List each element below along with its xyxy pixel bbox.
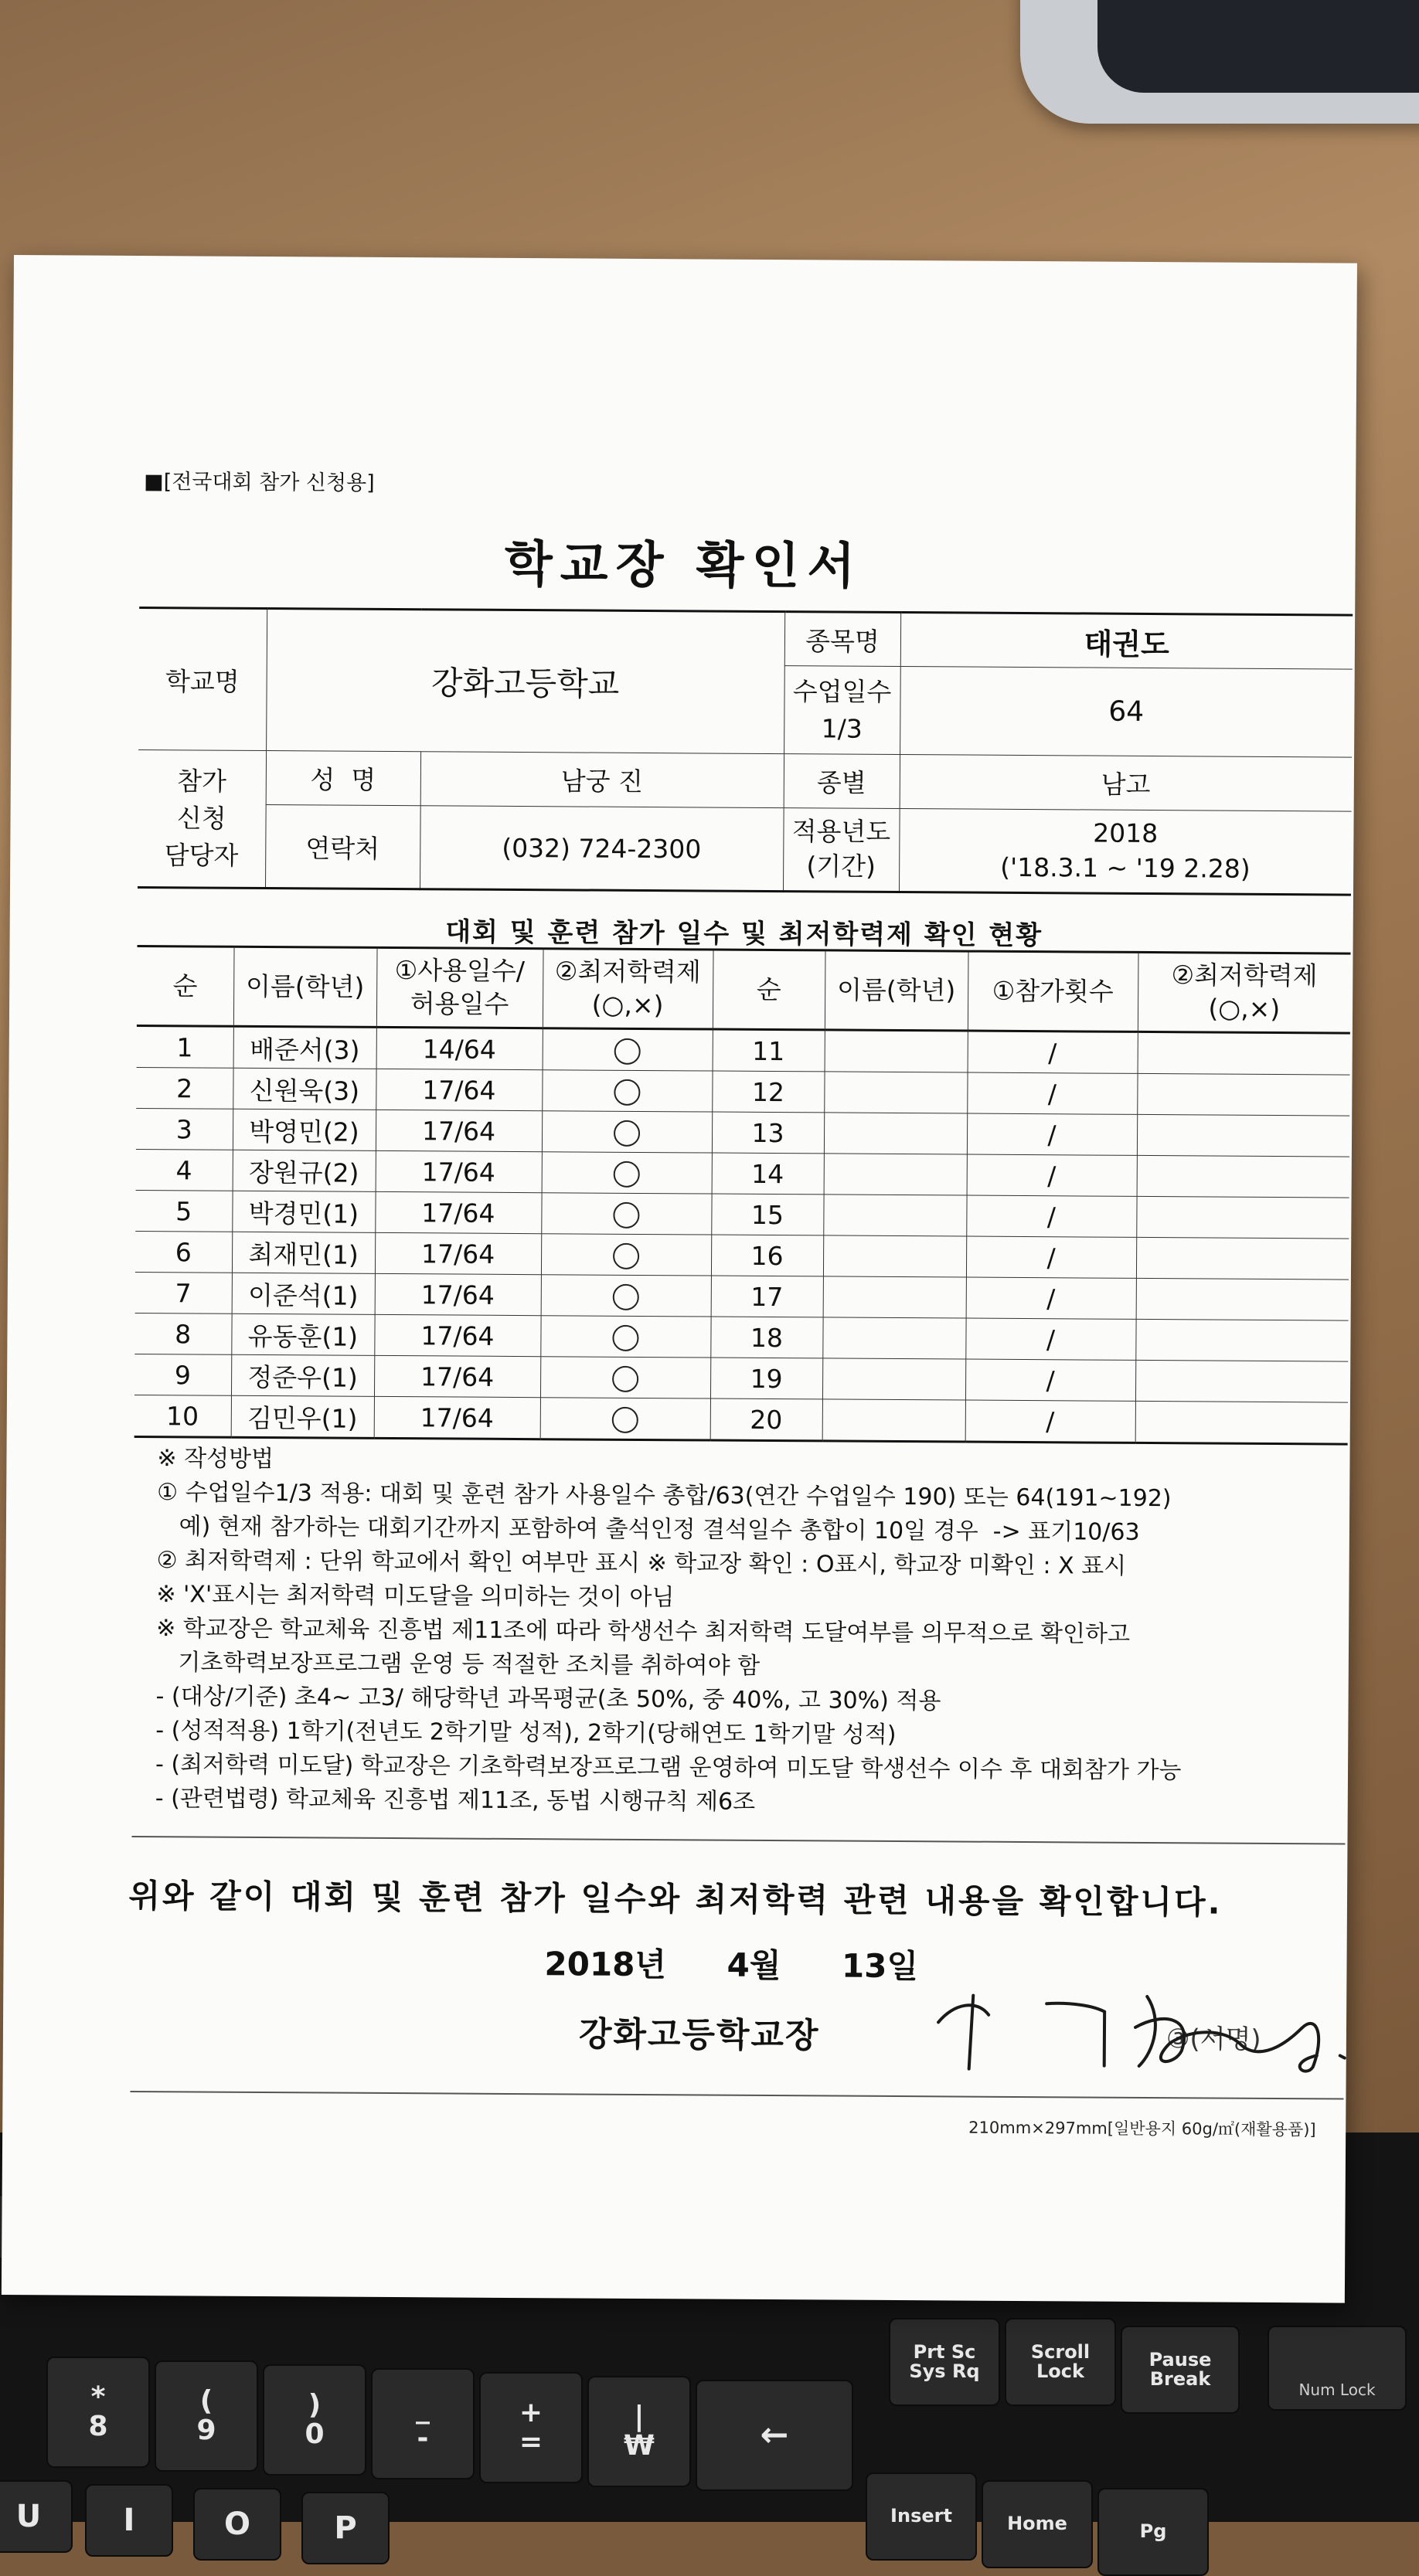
category-label: 종별 <box>784 754 900 809</box>
row-min <box>540 1357 710 1398</box>
row-name: 최재민(1) <box>232 1232 375 1273</box>
row-no: 8 <box>134 1313 231 1354</box>
row-name: 박경민(1) <box>232 1191 375 1232</box>
event-label: 종목명 <box>784 612 900 667</box>
circle-mark <box>614 1038 641 1065</box>
row-no: 1 <box>137 1025 233 1068</box>
note-line: ※ 작성방법 <box>157 1445 274 1473</box>
key-backslash[interactable]: | ₩ <box>587 2376 691 2487</box>
header-name-2: 이름(학년) <box>825 950 968 1031</box>
year-label: 적용년도 (기간) <box>783 808 900 892</box>
row-min-2 <box>1137 1073 1349 1116</box>
row-no: 9 <box>134 1354 231 1395</box>
principal-name: 강화고등학교장 <box>578 2014 820 2056</box>
row-days: 14/64 <box>376 1027 543 1069</box>
row-min-2 <box>1135 1401 1348 1444</box>
row-name: 배준서(3) <box>233 1026 376 1069</box>
row-name-2 <box>822 1317 965 1359</box>
row-no: 4 <box>136 1149 233 1191</box>
circle-mark <box>612 1407 638 1433</box>
row-min <box>542 1111 712 1153</box>
table-row <box>134 1354 1348 1402</box>
row-no-2: 14 <box>712 1153 824 1195</box>
category-value: 남고 <box>900 755 1352 812</box>
divider-top <box>131 1836 1345 1845</box>
circle-mark <box>613 1202 639 1229</box>
key-pause[interactable]: Pause Break <box>1121 2326 1240 2414</box>
note-line: - (최저학력 미도달) 학교장은 기초학력보장프로그램 운영하여 미도달 학생선수 이수 후 대회참가 가능 <box>155 1751 1182 1785</box>
key-8[interactable]: * 8 <box>46 2357 150 2468</box>
row-name-2 <box>824 1072 967 1113</box>
applicant-label: 참가 신청 담당자 <box>138 749 266 888</box>
note-line: - (대상/기준) 초4~ 고3/ 해당학년 과목평균(초 50%, 중 40%, 고 30%) 적용 <box>155 1683 941 1715</box>
date-day: 13일 <box>841 1946 919 1986</box>
row-no: 7 <box>135 1272 232 1313</box>
class-days-label: 수업일수 1/3 <box>784 666 900 755</box>
row-days: 17/64 <box>375 1232 541 1274</box>
seal-label: ③(서명) <box>1165 2024 1261 2055</box>
note-line: - (관련법령) 학교체육 진흥법 제11조, 동법 시행규칙 제6조 <box>155 1785 756 1816</box>
row-name-2 <box>823 1195 966 1236</box>
row-no-2: 12 <box>712 1071 824 1113</box>
key-backspace[interactable]: ← <box>696 2380 853 2491</box>
name-label: 성 명 <box>266 751 420 806</box>
table-row <box>134 1313 1348 1361</box>
row-no-2: 13 <box>712 1112 824 1154</box>
circle-mark <box>613 1243 639 1269</box>
circle-mark <box>612 1366 638 1392</box>
note-line: ※ 학교장은 학교체육 진흥법 제11조에 따라 학생선수 최저학력 도달여부를 의무적으로 확인하고 <box>156 1615 1131 1648</box>
row-no-2: 20 <box>710 1398 822 1441</box>
row-min <box>541 1234 711 1276</box>
note-line: ② 최저학력제 : 단위 학교에서 확인 여부만 표시 ※ 학교장 확인 : O표시, 학교장 미확인 : X 표시 <box>156 1547 1127 1580</box>
row-count-2: / <box>965 1359 1135 1401</box>
key-i[interactable]: I <box>85 2484 173 2557</box>
circle-mark <box>614 1161 640 1188</box>
key-prtsc[interactable]: Prt Sc Sys Rq <box>889 2318 1000 2406</box>
date-month: 4월 <box>727 1946 781 1985</box>
school-name: 강화고등학교 <box>266 609 784 754</box>
row-name: 유동훈(1) <box>231 1313 374 1355</box>
paper-sheet <box>2 255 1357 2303</box>
school-info-table <box>138 607 1353 896</box>
row-no-2: 19 <box>710 1358 822 1399</box>
table-header-row <box>137 946 1351 1033</box>
class-days-value: 64 <box>900 667 1353 758</box>
table-row <box>135 1231 1349 1280</box>
table-row <box>137 1025 1350 1075</box>
event-value: 태권도 <box>900 613 1353 670</box>
row-min <box>540 1316 710 1358</box>
key-0[interactable]: ) 0 <box>263 2364 366 2476</box>
row-min <box>541 1275 711 1317</box>
contact-label: 연락처 <box>265 805 420 889</box>
row-days: 17/64 <box>375 1191 541 1233</box>
key-scroll-lock[interactable]: Scroll Lock <box>1005 2318 1116 2406</box>
key-p[interactable]: P <box>301 2492 390 2564</box>
row-name-2 <box>825 1030 968 1072</box>
table-row <box>135 1190 1349 1239</box>
row-name: 이준석(1) <box>232 1273 375 1314</box>
row-no-2: 17 <box>711 1276 823 1317</box>
row-no-2: 15 <box>711 1194 823 1235</box>
header-days: ①사용일수/ 허용일수 <box>376 947 543 1028</box>
header-no: 순 <box>137 946 234 1026</box>
contact-value: (032) 724-2300 <box>420 806 784 892</box>
row-min <box>540 1398 710 1440</box>
table-row <box>136 1149 1349 1198</box>
header-min-2: ②최저학력제 (○,×) <box>1138 952 1351 1033</box>
row-days: 17/64 <box>376 1069 542 1110</box>
row-min-2 <box>1137 1114 1349 1157</box>
row-name-2 <box>824 1113 967 1154</box>
row-name: 정준우(1) <box>231 1354 374 1396</box>
row-min-2 <box>1138 1031 1350 1075</box>
note-line: 기초학력보장프로그램 운영 등 적절한 조치를 취하여야 함 <box>155 1649 761 1680</box>
row-count-2: / <box>965 1400 1135 1443</box>
circle-mark <box>614 1120 640 1147</box>
paper-size-footer: 210mm×297mm[일반용지 60g/㎡(재활용품)] <box>968 2118 1316 2139</box>
divider-bottom <box>130 2091 1343 2100</box>
row-name: 김민우(1) <box>231 1395 374 1438</box>
row-min-2 <box>1137 1155 1349 1198</box>
key-equals[interactable]: + = <box>479 2372 583 2483</box>
key-minus[interactable]: _ - <box>371 2368 475 2479</box>
row-count-2: / <box>967 1113 1137 1155</box>
row-count-2: / <box>966 1277 1136 1319</box>
note-line: ※ 'X'표시는 최저학력 미도달을 의미하는 것이 아님 <box>156 1581 675 1612</box>
notes <box>155 1442 1348 1823</box>
row-no-2: 16 <box>711 1235 823 1276</box>
note-line: ① 수업일수1/3 적용: 대회 및 훈련 참가 사용일수 총합/63(연간 수업일수 190) 또는 64(191~192) <box>157 1479 1172 1513</box>
date-year: 2018년 <box>544 1945 667 1984</box>
note-line: 예) 현재 참가하는 대회기간까지 포함하여 출석인정 결석일수 총합이 10일 경우 -> 표기10/63 <box>156 1513 1140 1546</box>
row-name-2 <box>823 1235 966 1277</box>
row-name-2 <box>822 1399 965 1442</box>
year-value: 2018 ('18.3.1 ~ '19 2.28) <box>899 809 1352 895</box>
row-min <box>541 1193 711 1235</box>
signature <box>915 1980 1356 2082</box>
row-no: 3 <box>136 1108 233 1150</box>
form-label: ■[전국대회 참가 신청용] <box>144 470 375 495</box>
row-no-2: 11 <box>713 1029 825 1072</box>
section-title: 대회 및 훈련 참가 일수 및 최저학력제 확인 현황 <box>445 916 1043 952</box>
row-days: 17/64 <box>374 1396 540 1439</box>
row-min-2 <box>1135 1319 1348 1361</box>
table-row <box>135 1272 1349 1320</box>
laptop-screen <box>1097 0 1419 93</box>
key-u[interactable]: U <box>0 2480 73 2553</box>
circle-mark <box>613 1284 639 1310</box>
row-days: 17/64 <box>376 1150 542 1192</box>
row-no-2: 18 <box>710 1317 822 1358</box>
row-days: 17/64 <box>375 1273 541 1315</box>
date <box>544 1939 918 1987</box>
page-title: 학교장 확인서 <box>504 535 863 596</box>
row-no: 6 <box>135 1231 232 1273</box>
row-no: 10 <box>134 1395 231 1437</box>
participant-table <box>134 945 1351 1446</box>
row-count-2: / <box>967 1154 1137 1196</box>
row-count-2: / <box>967 1072 1137 1114</box>
key-home[interactable]: Home <box>982 2480 1093 2568</box>
key-num-lock[interactable]: Num Lock <box>1268 2326 1407 2411</box>
header-count-2: ①참가횟수 <box>968 951 1138 1031</box>
table-row <box>134 1395 1348 1444</box>
table-row <box>136 1108 1349 1157</box>
key-o[interactable]: O <box>193 2488 281 2561</box>
row-min-2 <box>1136 1196 1349 1239</box>
key-pgup[interactable]: Pg <box>1097 2488 1209 2576</box>
applicant-name: 남궁 진 <box>420 752 784 808</box>
circle-mark <box>614 1079 640 1106</box>
row-min-2 <box>1136 1237 1349 1280</box>
key-9[interactable]: ( 9 <box>155 2360 258 2472</box>
row-name: 박영민(2) <box>233 1109 376 1150</box>
row-days: 17/64 <box>376 1110 542 1151</box>
note-line: - (성적적용) 1학기(전년도 2학기말 성적), 2학기(당해연도 1학기말 성적) <box>155 1717 897 1749</box>
row-count-2: / <box>965 1318 1135 1360</box>
header-name: 이름(학년) <box>233 946 377 1027</box>
row-min-2 <box>1135 1360 1348 1402</box>
row-days: 17/64 <box>374 1314 540 1356</box>
row-min <box>542 1152 712 1194</box>
row-name-2 <box>823 1276 966 1318</box>
confirm-statement: 위와 같이 대회 및 훈련 참가 일수와 최저학력 관련 내용을 확인합니다. <box>128 1876 1223 1922</box>
row-count-2: / <box>966 1236 1136 1278</box>
table-row <box>136 1067 1349 1116</box>
row-days: 17/64 <box>374 1355 540 1397</box>
row-no: 2 <box>136 1067 233 1109</box>
row-min-2 <box>1136 1278 1349 1320</box>
row-no: 5 <box>135 1190 232 1232</box>
header-min: ②최저학력제 (○,×) <box>543 949 713 1029</box>
row-count-2: / <box>968 1031 1138 1073</box>
header-no-2: 순 <box>713 950 825 1030</box>
document <box>2 255 1357 2303</box>
school-name-label: 학교명 <box>138 607 267 750</box>
row-name-2 <box>822 1358 965 1400</box>
row-min <box>542 1070 712 1112</box>
circle-mark <box>612 1325 638 1351</box>
key-insert[interactable]: Insert <box>866 2472 977 2561</box>
row-min <box>543 1028 713 1071</box>
row-name: 장원규(2) <box>233 1150 376 1191</box>
row-count-2: / <box>966 1195 1136 1237</box>
row-name-2 <box>824 1154 967 1195</box>
row-name: 신원욱(3) <box>233 1068 376 1110</box>
